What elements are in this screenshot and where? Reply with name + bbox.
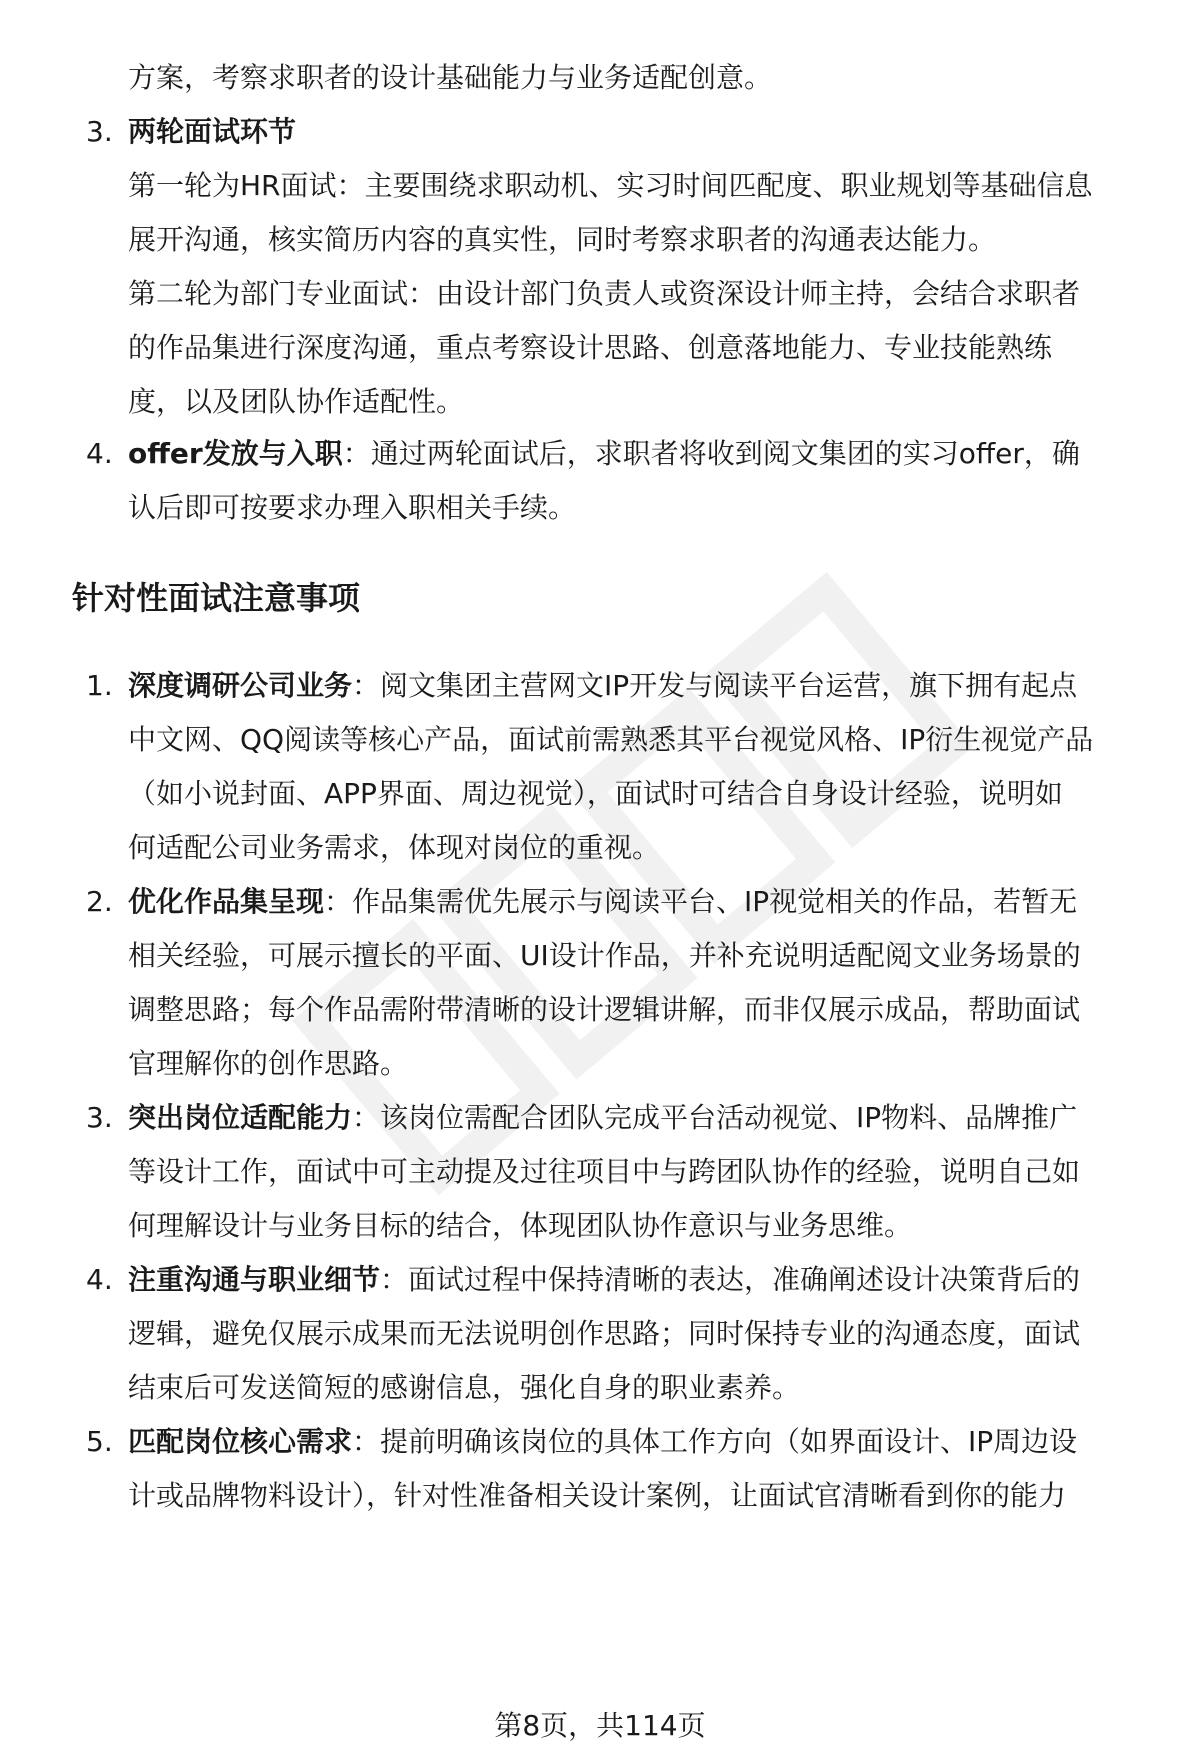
paragraph-line: 何适配公司业务需求，体现对岗位的重视。 [128, 831, 661, 864]
item-title: 两轮面试环节 [128, 115, 297, 148]
list-number: 4. [86, 1263, 113, 1296]
item-title: 深度调研公司业务 [128, 669, 353, 702]
list-number: 1. [86, 669, 113, 702]
paragraph-line: 中文网、QQ阅读等核心产品，面试前需熟悉其平台视觉风格、IP衍生视觉产品 [128, 723, 1094, 756]
list-item-line [128, 1260, 1080, 1300]
paragraph-line: 展开沟通，核实简历内容的真实性，同时考察求职者的沟通表达能力。 [128, 223, 997, 256]
paragraph-line: （如小说封面、APP界面、周边视觉），面试时可结合自身设计经验，说明如 [128, 777, 1063, 810]
paragraph-line: 的作品集进行深度沟通，重点考察设计思路、创意落地能力、专业技能熟练 [128, 331, 1053, 364]
paragraph-line: 逻辑，避免仅展示成果而无法说明创作思路；同时保持专业的沟通态度，面试 [128, 1317, 1081, 1350]
paragraph-line: 第二轮为部门专业面试：由设计部门负责人或资深设计师主持，会结合求职者 [128, 277, 1081, 310]
item-text: ：该岗位需配合团队完成平台活动视觉、IP物料、品牌推广 [352, 1101, 1078, 1134]
item-title: 匹配岗位核心需求 [128, 1425, 353, 1458]
paragraph-line: 度，以及团队协作适配性。 [128, 385, 465, 418]
paragraph-line: 调整思路；每个作品需附带清晰的设计逻辑讲解，而非仅展示成品，帮助面试 [128, 993, 1081, 1026]
item-text: ：作品集需优先展示与阅读平台、IP视觉相关的作品，若暂无 [324, 885, 1078, 918]
list-item-line [128, 1098, 1077, 1138]
list-item-line [128, 434, 1080, 474]
section-heading: 针对性面试注意事项 [72, 579, 361, 617]
item-title: 突出岗位适配能力 [128, 1101, 353, 1134]
list-number: 3. [86, 115, 113, 148]
paragraph-line: 官理解你的创作思路。 [128, 1047, 409, 1080]
list-item-line [128, 1422, 1077, 1462]
item-title: offer发放与入职 [128, 437, 343, 470]
paragraph-line: 认后即可按要求办理入职相关手续。 [128, 491, 577, 524]
paragraph-line: 相关经验，可展示擅长的平面、UI设计作品，并补充说明适配阅文业务场景的 [128, 939, 1081, 972]
list-number: 4. [86, 437, 113, 470]
paragraph-line: 何理解设计与业务目标的结合，体现团队协作意识与业务思维。 [128, 1209, 913, 1242]
paragraph-line: 等设计工作，面试中可主动提及过往项目中与跨团队协作的经验，说明自己如 [128, 1155, 1081, 1188]
paragraph-line: 方案，考察求职者的设计基础能力与业务适配创意。 [128, 61, 773, 94]
item-text: ：通过两轮面试后，求职者将收到阅文集团的实习offer，确 [342, 437, 1080, 470]
page-footer: 第8页，共114页 [494, 1709, 706, 1742]
list-item-line [128, 882, 1077, 922]
list-item-line [128, 666, 1077, 706]
list-number: 2. [86, 885, 113, 918]
item-title: 注重沟通与职业细节 [128, 1263, 381, 1296]
list-number: 3. [86, 1101, 113, 1134]
item-text: ：阅文集团主营网文IP开发与阅读平台运营，旗下拥有起点 [352, 669, 1078, 702]
paragraph-line: 结束后可发送简短的感谢信息，强化自身的职业素养。 [128, 1371, 801, 1404]
item-text: ：面试过程中保持清晰的表达，准确阐述设计决策背后的 [380, 1263, 1081, 1296]
item-text: ：提前明确该岗位的具体工作方向（如界面设计、IP周边设 [352, 1425, 1078, 1458]
item-title: 优化作品集呈现 [128, 885, 325, 918]
paragraph-line: 计或品牌物料设计），针对性准备相关设计案例，让面试官清晰看到你的能力 [128, 1479, 1067, 1512]
list-number: 5. [86, 1425, 113, 1458]
paragraph-line: 第一轮为HR面试：主要围绕求职动机、实习时间匹配度、职业规划等基础信息 [128, 169, 1093, 202]
list-item-title [128, 112, 296, 152]
